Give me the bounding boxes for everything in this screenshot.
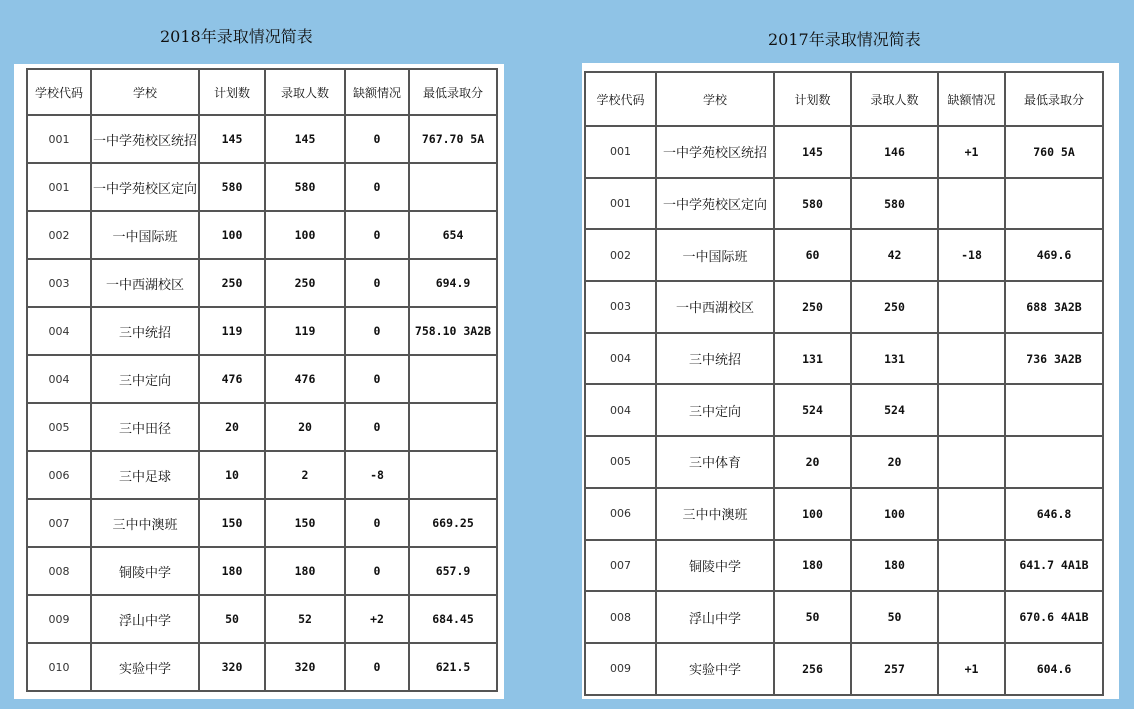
admitted-count-cell: 146 <box>851 126 938 178</box>
plan-count-cell: 50 <box>199 595 265 643</box>
school-name-cell: 三中定向 <box>656 384 774 436</box>
table-row <box>27 547 497 595</box>
min-score-cell <box>409 451 497 499</box>
min-score-cell <box>409 403 497 451</box>
shortage-cell: 0 <box>345 499 409 547</box>
school-code-cell: 006 <box>585 488 656 540</box>
school-name-cell: 一中西湖校区 <box>656 281 774 333</box>
school-name-cell: 一中学苑校区定向 <box>656 178 774 230</box>
shortage-cell: 0 <box>345 259 409 307</box>
min-score-cell: 670.6 4A1B <box>1005 591 1103 643</box>
header-plan-count: 计划数 <box>199 69 265 115</box>
school-name-cell: 铜陵中学 <box>656 540 774 592</box>
admitted-count-cell: 250 <box>265 259 345 307</box>
school-name-cell: 一中国际班 <box>91 211 199 259</box>
school-name-cell: 三中统招 <box>656 333 774 385</box>
school-code-cell: 003 <box>585 281 656 333</box>
school-name-cell: 一中学苑校区定向 <box>91 163 199 211</box>
plan-count-cell: 131 <box>774 333 851 385</box>
min-score-cell: 604.6 <box>1005 643 1103 695</box>
plan-count-cell: 119 <box>199 307 265 355</box>
shortage-cell: 0 <box>345 355 409 403</box>
table-row <box>585 488 1103 540</box>
school-name-cell: 一中学苑校区统招 <box>656 126 774 178</box>
table-header-row <box>585 72 1103 126</box>
header-shortage: 缺额情况 <box>938 72 1005 126</box>
header-school-code: 学校代码 <box>27 69 91 115</box>
table-header-row <box>27 69 497 115</box>
school-code-cell: 002 <box>585 229 656 281</box>
admission-table-2017 <box>584 71 1104 696</box>
plan-count-cell: 250 <box>774 281 851 333</box>
school-code-cell: 004 <box>27 307 91 355</box>
min-score-cell: 654 <box>409 211 497 259</box>
shortage-cell: 0 <box>345 547 409 595</box>
admitted-count-cell: 119 <box>265 307 345 355</box>
table-2017-title: 2017年录取情况简表 <box>768 30 921 49</box>
table-row <box>585 333 1103 385</box>
table-row <box>27 595 497 643</box>
min-score-cell <box>1005 384 1103 436</box>
admitted-count-cell: 150 <box>265 499 345 547</box>
school-code-cell: 007 <box>27 499 91 547</box>
table-row <box>27 451 497 499</box>
school-code-cell: 004 <box>585 384 656 436</box>
shortage-cell <box>938 436 1005 488</box>
school-code-cell: 005 <box>27 403 91 451</box>
plan-count-cell: 524 <box>774 384 851 436</box>
plan-count-cell: 580 <box>199 163 265 211</box>
school-name-cell: 铜陵中学 <box>91 547 199 595</box>
table-row <box>27 259 497 307</box>
table-row <box>585 436 1103 488</box>
plan-count-cell: 180 <box>199 547 265 595</box>
shortage-cell: +2 <box>345 595 409 643</box>
min-score-cell: 694.9 <box>409 259 497 307</box>
school-code-cell: 004 <box>27 355 91 403</box>
school-code-cell: 001 <box>585 126 656 178</box>
min-score-cell: 669.25 <box>409 499 497 547</box>
admitted-count-cell: 131 <box>851 333 938 385</box>
shortage-cell: 0 <box>345 115 409 163</box>
table-row <box>585 384 1103 436</box>
school-code-cell: 009 <box>27 595 91 643</box>
min-score-cell: 758.10 3A2B <box>409 307 497 355</box>
table-row <box>585 643 1103 695</box>
plan-count-cell: 580 <box>774 178 851 230</box>
plan-count-cell: 180 <box>774 540 851 592</box>
plan-count-cell: 150 <box>199 499 265 547</box>
school-name-cell: 三中定向 <box>91 355 199 403</box>
shortage-cell: 0 <box>345 211 409 259</box>
table-row <box>585 178 1103 230</box>
school-code-cell: 006 <box>27 451 91 499</box>
school-name-cell: 一中西湖校区 <box>91 259 199 307</box>
plan-count-cell: 250 <box>199 259 265 307</box>
plan-count-cell: 50 <box>774 591 851 643</box>
plan-count-cell: 20 <box>199 403 265 451</box>
min-score-cell: 736 3A2B <box>1005 333 1103 385</box>
min-score-cell: 767.70 5A <box>409 115 497 163</box>
header-school: 学校 <box>656 72 774 126</box>
shortage-cell: 0 <box>345 403 409 451</box>
shortage-cell <box>938 540 1005 592</box>
school-name-cell: 浮山中学 <box>91 595 199 643</box>
min-score-cell: 469.6 <box>1005 229 1103 281</box>
shortage-cell <box>938 281 1005 333</box>
table-row <box>585 126 1103 178</box>
school-name-cell: 一中学苑校区统招 <box>91 115 199 163</box>
header-admitted-count: 录取人数 <box>265 69 345 115</box>
admitted-count-cell: 257 <box>851 643 938 695</box>
shortage-cell <box>938 384 1005 436</box>
admitted-count-cell: 320 <box>265 643 345 691</box>
min-score-cell: 621.5 <box>409 643 497 691</box>
plan-count-cell: 145 <box>774 126 851 178</box>
school-name-cell: 实验中学 <box>91 643 199 691</box>
shortage-cell <box>938 178 1005 230</box>
plan-count-cell: 320 <box>199 643 265 691</box>
school-name-cell: 一中国际班 <box>656 229 774 281</box>
admitted-count-cell: 145 <box>265 115 345 163</box>
plan-count-cell: 20 <box>774 436 851 488</box>
table-row <box>585 281 1103 333</box>
admitted-count-cell: 100 <box>265 211 345 259</box>
admitted-count-cell: 180 <box>851 540 938 592</box>
admitted-count-cell: 524 <box>851 384 938 436</box>
school-name-cell: 三中足球 <box>91 451 199 499</box>
plan-count-cell: 100 <box>199 211 265 259</box>
school-code-cell: 008 <box>585 591 656 643</box>
header-min-score: 最低录取分 <box>1005 72 1103 126</box>
admitted-count-cell: 42 <box>851 229 938 281</box>
plan-count-cell: 60 <box>774 229 851 281</box>
admitted-count-cell: 180 <box>265 547 345 595</box>
shortage-cell: -18 <box>938 229 1005 281</box>
table-row <box>27 211 497 259</box>
school-code-cell: 001 <box>585 178 656 230</box>
header-school: 学校 <box>91 69 199 115</box>
school-code-cell: 009 <box>585 643 656 695</box>
school-code-cell: 010 <box>27 643 91 691</box>
min-score-cell: 684.45 <box>409 595 497 643</box>
header-plan-count: 计划数 <box>774 72 851 126</box>
school-code-cell: 001 <box>27 115 91 163</box>
school-code-cell: 007 <box>585 540 656 592</box>
min-score-cell: 646.8 <box>1005 488 1103 540</box>
table-row <box>585 591 1103 643</box>
admitted-count-cell: 52 <box>265 595 345 643</box>
header-admitted-count: 录取人数 <box>851 72 938 126</box>
admitted-count-cell: 20 <box>851 436 938 488</box>
admitted-count-cell: 476 <box>265 355 345 403</box>
table-row <box>27 355 497 403</box>
min-score-cell: 641.7 4A1B <box>1005 540 1103 592</box>
admission-table-2018 <box>26 68 498 692</box>
school-name-cell: 三中中澳班 <box>656 488 774 540</box>
admitted-count-cell: 100 <box>851 488 938 540</box>
table-row <box>27 163 497 211</box>
min-score-cell <box>409 355 497 403</box>
school-name-cell: 三中田径 <box>91 403 199 451</box>
admitted-count-cell: 250 <box>851 281 938 333</box>
plan-count-cell: 100 <box>774 488 851 540</box>
shortage-cell: -8 <box>345 451 409 499</box>
header-min-score: 最低录取分 <box>409 69 497 115</box>
school-name-cell: 三中统招 <box>91 307 199 355</box>
plan-count-cell: 10 <box>199 451 265 499</box>
school-code-cell: 001 <box>27 163 91 211</box>
shortage-cell <box>938 591 1005 643</box>
min-score-cell: 688 3A2B <box>1005 281 1103 333</box>
table-row <box>27 307 497 355</box>
table-row <box>27 499 497 547</box>
min-score-cell: 657.9 <box>409 547 497 595</box>
school-code-cell: 005 <box>585 436 656 488</box>
table-row <box>27 115 497 163</box>
school-name-cell: 浮山中学 <box>656 591 774 643</box>
school-code-cell: 004 <box>585 333 656 385</box>
min-score-cell <box>1005 178 1103 230</box>
shortage-cell <box>938 488 1005 540</box>
plan-count-cell: 145 <box>199 115 265 163</box>
table-row <box>27 403 497 451</box>
school-code-cell: 003 <box>27 259 91 307</box>
table-row <box>27 643 497 691</box>
school-code-cell: 002 <box>27 211 91 259</box>
admitted-count-cell: 50 <box>851 591 938 643</box>
admission-table-2017-panel <box>582 63 1119 699</box>
min-score-cell: 760 5A <box>1005 126 1103 178</box>
plan-count-cell: 476 <box>199 355 265 403</box>
min-score-cell <box>409 163 497 211</box>
admitted-count-cell: 580 <box>851 178 938 230</box>
shortage-cell: 0 <box>345 643 409 691</box>
school-name-cell: 三中中澳班 <box>91 499 199 547</box>
admitted-count-cell: 2 <box>265 451 345 499</box>
plan-count-cell: 256 <box>774 643 851 695</box>
shortage-cell <box>938 333 1005 385</box>
school-code-cell: 008 <box>27 547 91 595</box>
header-shortage: 缺额情况 <box>345 69 409 115</box>
shortage-cell: 0 <box>345 307 409 355</box>
table-2018-title: 2018年录取情况简表 <box>160 27 313 46</box>
admission-table-2018-panel <box>14 64 504 699</box>
school-name-cell: 实验中学 <box>656 643 774 695</box>
school-name-cell: 三中体育 <box>656 436 774 488</box>
table-row <box>585 540 1103 592</box>
min-score-cell <box>1005 436 1103 488</box>
header-school-code: 学校代码 <box>585 72 656 126</box>
admitted-count-cell: 580 <box>265 163 345 211</box>
shortage-cell: +1 <box>938 643 1005 695</box>
admitted-count-cell: 20 <box>265 403 345 451</box>
shortage-cell: 0 <box>345 163 409 211</box>
shortage-cell: +1 <box>938 126 1005 178</box>
table-row <box>585 229 1103 281</box>
